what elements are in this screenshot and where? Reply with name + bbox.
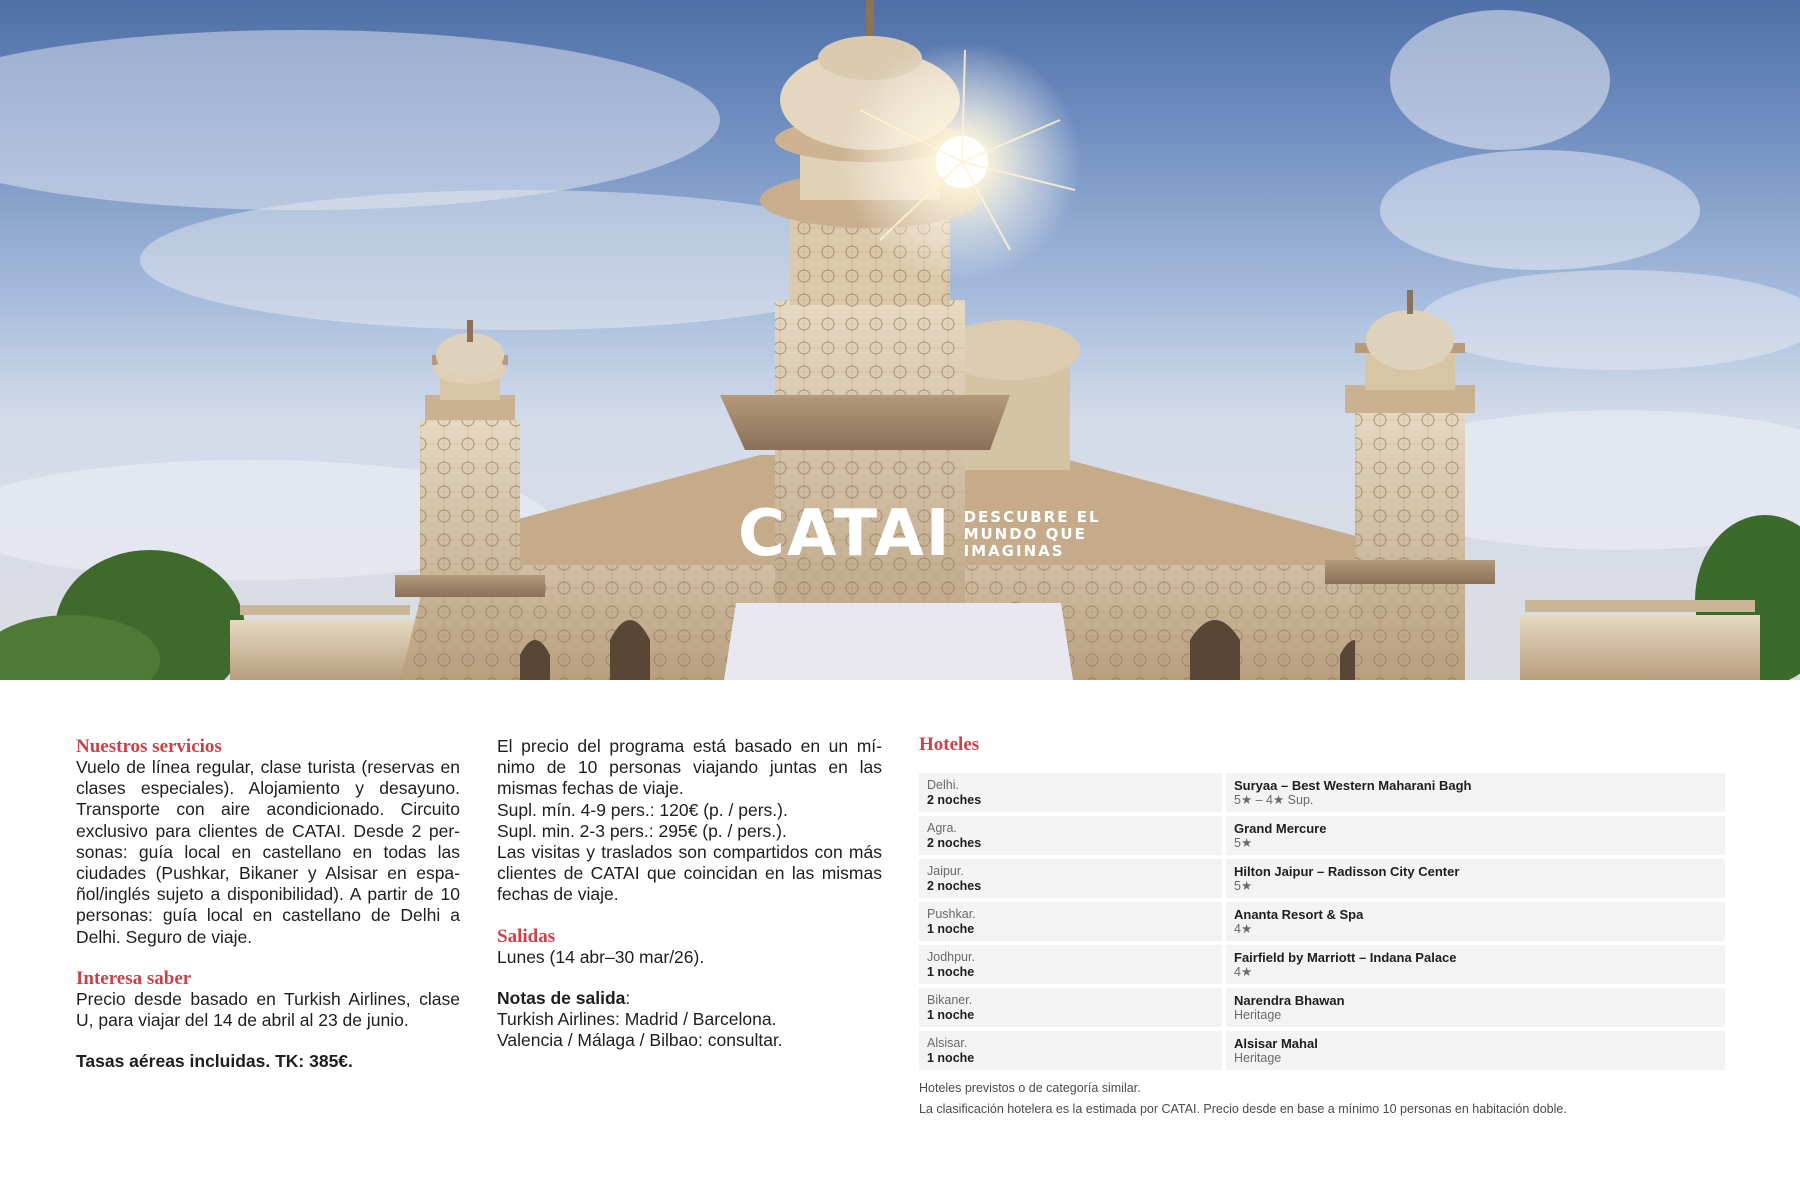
table-row bbox=[919, 1031, 1725, 1070]
services-column bbox=[76, 736, 460, 1072]
departure-notes-label: Notas de salida bbox=[497, 987, 626, 1008]
departure-note-line: Valencia / Málaga / Bilbao: consultar. bbox=[497, 1030, 783, 1051]
departure-note-line: Turkish Airlines: Madrid / Barcelona. bbox=[497, 1009, 777, 1030]
info-heading: Interesa saber bbox=[76, 967, 192, 989]
taxes-text: Tasas aéreas incluidas. TK: 385€. bbox=[76, 1051, 353, 1072]
departure-notes-title bbox=[497, 988, 882, 1009]
sun bbox=[842, 42, 1082, 282]
visits-text: Las visitas y traslados son compartidos con más clientes de CATAI que coincidan en las mismas fechas de viaje. bbox=[497, 842, 882, 905]
table-row bbox=[919, 902, 1725, 941]
hotel-name: Fairfield by Marriott – Indana Palace bbox=[1234, 950, 1457, 965]
city-name: Bikaner. bbox=[927, 993, 973, 1007]
hotel-name: Grand Mercure bbox=[1234, 821, 1327, 836]
table-row bbox=[919, 816, 1725, 855]
city-name: Delhi. bbox=[927, 778, 959, 792]
hotels-table bbox=[919, 769, 1725, 1074]
nights: 2 noches bbox=[927, 793, 982, 807]
hotel-category: 5★ bbox=[1234, 836, 1253, 850]
hotel-name: Narendra Bhawan bbox=[1234, 993, 1345, 1008]
table-row bbox=[919, 945, 1725, 984]
city-name: Pushkar. bbox=[927, 907, 976, 921]
hotel-cell bbox=[1226, 945, 1725, 984]
hotels-note: Hoteles previstos o de categoría similar. bbox=[919, 1081, 1141, 1095]
hotels-heading: Hoteles bbox=[919, 734, 980, 755]
supplement-line: Supl. mín. 4-9 pers.: 120€ (p. / pers.). bbox=[497, 799, 788, 820]
hotel-cell bbox=[1226, 1031, 1725, 1070]
city-cell bbox=[919, 902, 1226, 941]
info-text: Precio desde basado en Turkish Airlines, clase U, para viajar del 14 de abril al 23 de junio. bbox=[76, 988, 460, 1031]
hotel-cell bbox=[1226, 859, 1725, 898]
departure-notes-colon: : bbox=[625, 987, 631, 1008]
city-cell bbox=[919, 988, 1226, 1027]
hotel-category: Heritage bbox=[1234, 1051, 1282, 1065]
nights: 1 noche bbox=[927, 1008, 975, 1022]
brand-logo bbox=[738, 497, 1101, 571]
city-cell bbox=[919, 859, 1226, 898]
hotel-category: 4★ bbox=[1234, 922, 1253, 936]
city-name: Jaipur. bbox=[927, 864, 964, 878]
nights: 1 noche bbox=[927, 965, 975, 979]
nights: 1 noche bbox=[927, 922, 975, 936]
hotel-cell bbox=[1226, 773, 1725, 812]
city-cell bbox=[919, 773, 1226, 812]
city-name: Agra. bbox=[927, 821, 957, 835]
nights: 2 noches bbox=[927, 836, 982, 850]
departures-heading: Salidas bbox=[497, 925, 556, 947]
hotel-category: 4★ bbox=[1234, 965, 1253, 979]
table-row bbox=[919, 859, 1725, 898]
hotels-note: La clasificación hotelera es la estimada por CATAI. Precio desde en base a mínimo 10 personas en habitación doble. bbox=[919, 1102, 1567, 1116]
tagline-line: IMAGINAS bbox=[963, 541, 1065, 560]
pricing-column bbox=[497, 736, 882, 1051]
brand-tagline bbox=[964, 509, 1101, 560]
tagline-line: MUNDO QUE bbox=[963, 524, 1087, 543]
hotel-category: 5★ bbox=[1234, 879, 1253, 893]
pricing-text: El precio del programa está basado en un mínimo de 10 personas viajando juntas en las mismas fechas de viaje. bbox=[497, 736, 882, 799]
hotel-name: Hilton Jaipur – Radisson City Center bbox=[1234, 864, 1460, 879]
nights: 1 noche bbox=[927, 1051, 975, 1065]
city-cell bbox=[919, 816, 1226, 855]
nights: 2 noches bbox=[927, 879, 982, 893]
supplement-line: Supl. min. 2-3 pers.: 295€ (p. / pers.). bbox=[497, 820, 787, 841]
services-text: Vuelo de línea regular, clase turista (reservas en clases especiales). Alojamiento y desayuno. Transporte con aire acondicionado. Circuito exclusivo para clientes de CATAI. Desde 2 personas: guía local en castellano en todas las ciudades (Pushkar, Bikaner y Alsisar en español/inglés sujeto a disponibilidad). A partir de 10 personas: guía local en castellano de Delhi a Delhi. Seguro de viaje. bbox=[76, 757, 460, 947]
hotel-cell bbox=[1226, 988, 1725, 1027]
hotel-cell bbox=[1226, 816, 1725, 855]
table-row bbox=[919, 773, 1725, 812]
tagline-line: DESCUBRE EL bbox=[963, 507, 1101, 526]
hotel-category: Heritage bbox=[1234, 1008, 1282, 1022]
hotel-name: Suryaa – Best Western Maharani Bagh bbox=[1234, 778, 1472, 793]
city-name: Alsisar. bbox=[927, 1036, 968, 1050]
services-heading: Nuestros servicios bbox=[76, 736, 222, 757]
page-tab bbox=[724, 603, 1073, 680]
hotel-name: Ananta Resort & Spa bbox=[1234, 907, 1364, 922]
departures-text: Lunes (14 abr–30 mar/26). bbox=[497, 946, 705, 967]
hotel-category: 5★ – 4★ Sup. bbox=[1234, 793, 1314, 807]
brand-name: CATAI bbox=[738, 497, 952, 571]
hotel-cell bbox=[1226, 902, 1725, 941]
hotel-name: Alsisar Mahal bbox=[1234, 1036, 1318, 1051]
city-name: Jodhpur. bbox=[927, 950, 975, 964]
table-row bbox=[919, 988, 1725, 1027]
city-cell bbox=[919, 1031, 1226, 1070]
hotels-column bbox=[919, 734, 1725, 1120]
city-cell bbox=[919, 945, 1226, 984]
